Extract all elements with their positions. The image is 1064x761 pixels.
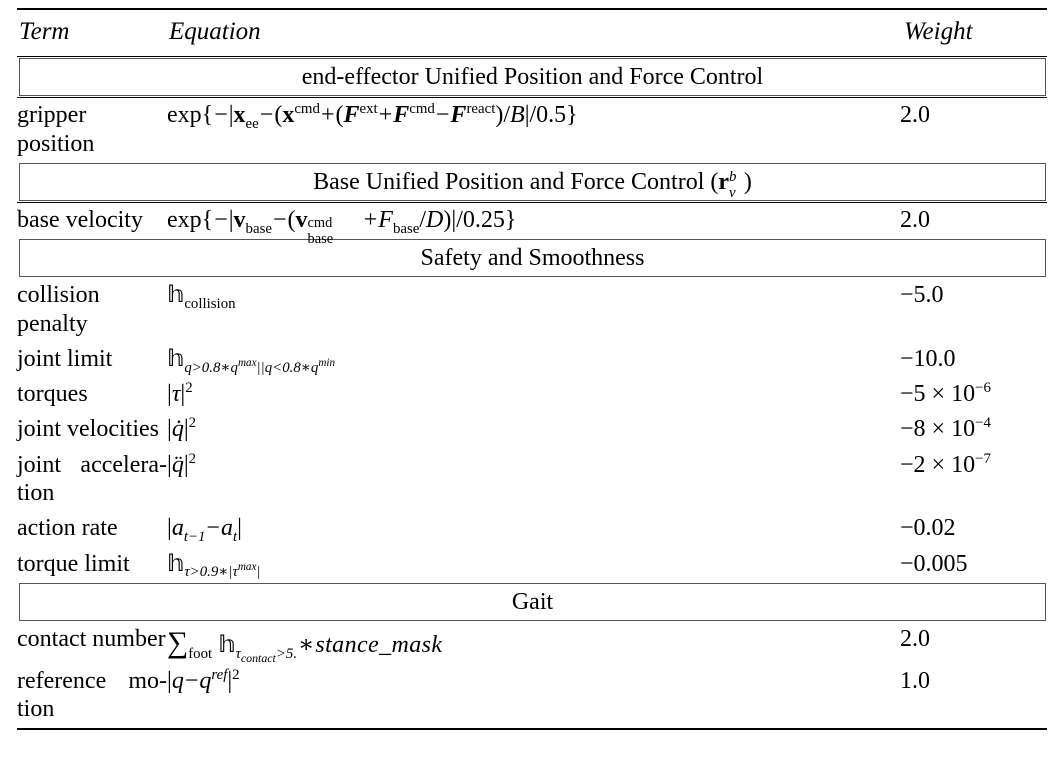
section-title-box (19, 583, 1046, 621)
equation-joint-acceleration: $|q̈|^2$ (167, 450, 197, 478)
weight-joint-acceleration: $-2 \times 10^{-7}$ (900, 450, 991, 478)
reward-function-table (17, 8, 1047, 730)
weight-contact-number: 2.0 (900, 626, 930, 652)
table-row (17, 622, 1047, 664)
section-title-suffix: ) (743, 168, 752, 195)
equation-gripper-position: $\exp\{-|x_{ee}-(x^{cmd}+(F^{ext}+F^{cmd}-F^{react})/B|/0.5\}$ (167, 98, 900, 162)
term-joint-velocities: joint velocities (17, 416, 159, 443)
reward-table-container (17, 0, 1047, 730)
table-header-row (17, 9, 1047, 57)
section-header-end-effector (17, 57, 1047, 98)
equation-joint-limit: 𝕙$_{q>0.8∗q^{max}||q<0.8∗q^{min}}$ (167, 343, 336, 376)
equation-contact-number: $\sum_{foot}$ 𝕙$_{\tau_{contact}>5.}$∗stance_mask (167, 626, 443, 665)
table-row (17, 278, 1047, 342)
header-term: Term (17, 9, 167, 57)
term-joint-acceleration: joint accelera- tion (17, 451, 167, 507)
term-torque-limit: torque limit (17, 550, 130, 577)
table-row (17, 98, 1047, 162)
term-gripper-position: gripper position (17, 98, 167, 162)
multiplication-sign: × (931, 381, 946, 408)
equation-base-velocity: $\exp\{-|v_{base}-(v$ cmd base $+F_{base}/D)|/0.25$} (167, 202, 900, 238)
term-collision-penalty: collision penalty (17, 282, 100, 337)
header-weight: Weight (900, 9, 1047, 57)
table-row (17, 511, 1047, 546)
weight-joint-limit: −10.0 (900, 345, 956, 372)
section-title-text: Gait (511, 589, 554, 615)
equation-reference-motion: $|q-q^{ref}|^2$ (167, 664, 900, 729)
section-header-base (17, 162, 1047, 203)
weight-torques: $-5 \times 10^{-6}$ (900, 380, 991, 408)
equation-collision-penalty: 𝕙$_{collision}$ (167, 280, 236, 312)
section-header-gait (17, 582, 1047, 622)
section-header-safety (17, 238, 1047, 278)
term-contact-number: contact number (17, 626, 166, 652)
term-joint-limit: joint limit (17, 345, 113, 372)
weight-torque-limit: −0.005 (900, 550, 968, 577)
multiplication-sign: × (931, 416, 946, 443)
section-title-text: Safety and Smoothness (420, 245, 645, 272)
header-equation: Equation (167, 9, 900, 57)
section-title-box (19, 239, 1046, 277)
table-row (17, 664, 1047, 729)
weight-base-velocity: 2.0 (900, 202, 1047, 238)
term-reference-motion: reference mo- tion (17, 664, 167, 729)
table-row (17, 377, 1047, 412)
table-row (17, 547, 1047, 582)
equation-action-rate: $|a_{t-1}-a_t|$ (167, 515, 242, 546)
section-title-symbol: r (718, 168, 730, 195)
equation-torques: $|\tau|^2$ (167, 380, 193, 408)
section-title-box (19, 58, 1046, 96)
weight-gripper-position: 2.0 (900, 98, 1047, 162)
table-row (17, 342, 1047, 377)
section-title-text: end-effector Unified Position and Force Control (301, 64, 764, 91)
section-title-text: Base Unified Position and Force Control ( (313, 168, 719, 195)
multiplication-sign: × (931, 451, 946, 478)
term-torques: torques (17, 381, 88, 408)
weight-collision-penalty: −5.0 (900, 282, 944, 309)
table-row (17, 412, 1047, 447)
table-row (17, 448, 1047, 512)
weight-joint-velocities: $-8 \times 10^{-4}$ (900, 415, 991, 443)
equation-torque-limit: 𝕙$_{\tau>0.9∗|\tau^{max}|}$ (167, 548, 261, 581)
term-base-velocity: base velocity (17, 202, 167, 238)
equation-joint-velocities: $|q̇|^2$ (167, 415, 197, 443)
weight-action-rate: −0.02 (900, 515, 956, 542)
weight-reference-motion: 1.0 (900, 664, 1047, 729)
section-title-box: Base Unified Position and Force Control ( r b v ) (19, 163, 1046, 201)
table-row (17, 202, 1047, 238)
term-action-rate: action rate (17, 515, 118, 542)
